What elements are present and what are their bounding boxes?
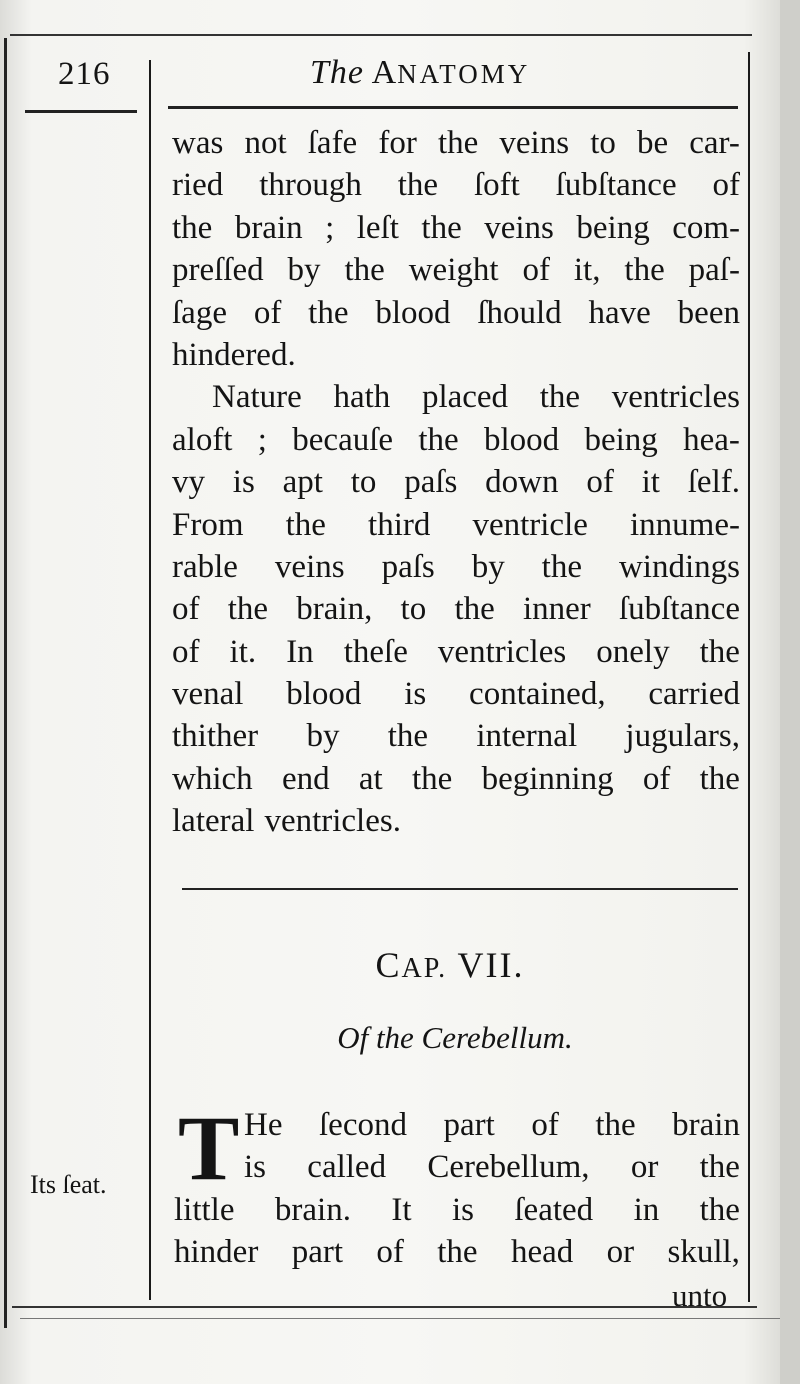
chapter-heading <box>0 944 800 986</box>
word: it <box>641 464 660 501</box>
word: the <box>624 252 665 289</box>
word: the <box>421 209 462 246</box>
word: onely <box>596 633 670 670</box>
text-line <box>172 376 740 418</box>
text-line <box>172 800 740 842</box>
word: windings <box>618 548 740 585</box>
word: preſſed <box>172 252 264 289</box>
word: of <box>522 252 550 289</box>
word: at <box>358 760 383 797</box>
word: ventricles <box>611 379 740 416</box>
margin-note: Its ſeat. <box>30 1170 107 1199</box>
word: internal <box>476 718 578 755</box>
word: ſage <box>172 294 227 331</box>
frame-top-rule <box>10 34 752 36</box>
running-head-rest: NATOMY <box>397 59 531 89</box>
word: inner <box>522 591 591 628</box>
word: the <box>308 294 349 331</box>
word: ried <box>172 167 224 204</box>
header-rule-left <box>25 110 137 113</box>
word: ventricle <box>472 506 588 543</box>
word: to <box>590 125 616 161</box>
word: head <box>510 1234 574 1271</box>
word: skull, <box>667 1234 740 1271</box>
word: lateral <box>172 803 255 840</box>
word: brain. <box>274 1191 351 1228</box>
word: to <box>350 464 377 501</box>
word: of <box>172 633 200 670</box>
chapter-subtitle: Of the Cerebellum. <box>337 1020 573 1055</box>
word: ſubſtance <box>555 167 677 204</box>
word: the <box>418 421 459 458</box>
word: or <box>606 1234 635 1271</box>
text-line <box>172 292 740 334</box>
word: part <box>291 1234 343 1271</box>
frame-left-rule <box>4 38 7 1328</box>
text-line <box>172 631 740 673</box>
word: ſoft <box>473 167 520 204</box>
word: part <box>443 1107 495 1143</box>
word: vy <box>172 464 205 501</box>
word: com- <box>672 209 740 246</box>
text-line <box>172 334 740 376</box>
word: ventricles. <box>264 803 401 840</box>
word: jugulars, <box>625 718 740 755</box>
word: paſs <box>381 548 435 585</box>
word: brain <box>234 209 303 246</box>
word: it, <box>573 252 601 289</box>
word: carried <box>648 676 740 713</box>
text-line <box>172 419 740 461</box>
word: to <box>400 591 427 628</box>
page-edge-shadow <box>780 0 800 1384</box>
word: veins <box>274 548 345 585</box>
text-line <box>174 1104 740 1146</box>
word: beginning <box>481 760 614 797</box>
word: car- <box>689 125 740 161</box>
chapter-body-text <box>174 1097 740 1274</box>
word: ſecond <box>319 1107 407 1143</box>
word: ſhould <box>477 294 562 331</box>
word: aloft <box>172 421 233 458</box>
word: the <box>699 1191 740 1228</box>
catchword: unto <box>672 1278 728 1313</box>
word: In <box>286 633 314 670</box>
text-line <box>172 588 740 630</box>
drop-cap: T <box>178 1097 240 1199</box>
word: hindered. <box>172 336 296 373</box>
text-line <box>172 164 740 206</box>
word: the <box>227 591 269 628</box>
word: ſeated <box>514 1191 594 1228</box>
word: the <box>699 760 740 797</box>
word: ventricles <box>437 633 567 670</box>
running-head-cap: A <box>371 54 398 91</box>
word: is <box>244 1149 267 1186</box>
text-line <box>172 461 740 503</box>
word: being <box>576 209 650 246</box>
word: of <box>586 464 614 501</box>
word: becauſe <box>292 421 394 458</box>
chapter-number: VII. <box>457 945 525 985</box>
word: is <box>232 464 255 501</box>
word: down <box>485 464 559 501</box>
word: blood <box>286 676 362 713</box>
word: for <box>378 125 417 161</box>
word: the <box>541 548 582 585</box>
word: or <box>630 1149 659 1186</box>
running-head-the: The <box>310 54 364 91</box>
word: end <box>281 760 330 797</box>
text-line <box>174 1146 740 1188</box>
word: in <box>633 1191 660 1228</box>
margin-column-rule <box>149 60 151 1300</box>
word: the <box>387 718 429 755</box>
word: of <box>253 294 282 331</box>
word: apt <box>282 464 323 501</box>
word: the <box>172 209 213 246</box>
text-line <box>172 673 740 715</box>
word: the <box>454 591 495 628</box>
word: third <box>368 506 431 543</box>
frame-bottom-rule-2 <box>20 1318 780 1319</box>
word: of <box>172 591 200 628</box>
word: have <box>588 294 651 331</box>
word: placed <box>421 379 509 416</box>
word: theſe <box>343 633 408 670</box>
word: by <box>306 718 340 755</box>
word: is <box>451 1191 474 1228</box>
word: of <box>376 1234 404 1271</box>
word: by <box>287 252 321 289</box>
word: of <box>531 1107 559 1143</box>
word: which <box>172 760 253 797</box>
word: ; <box>257 421 267 458</box>
word: paſs <box>404 464 458 501</box>
word: blood <box>484 421 560 458</box>
word: blood <box>375 294 451 331</box>
word: called <box>307 1149 387 1186</box>
text-column-right-rule <box>748 52 750 1302</box>
word: weight <box>408 252 499 289</box>
word: by <box>471 548 505 585</box>
word: the <box>397 167 439 204</box>
word: contained, <box>469 676 606 713</box>
word: of <box>642 760 671 797</box>
text-line <box>174 1189 740 1231</box>
word: innume- <box>629 506 740 543</box>
word: brain <box>672 1107 740 1143</box>
section-divider <box>182 888 738 890</box>
word: the <box>285 506 326 543</box>
word: the <box>411 760 453 797</box>
running-head <box>310 54 530 92</box>
word: ; <box>325 209 335 246</box>
word: the <box>699 633 740 670</box>
word: be <box>636 125 669 161</box>
word: being <box>584 421 658 458</box>
chapter-abbrev: AP. <box>401 953 448 984</box>
word: it. <box>229 633 257 670</box>
word: Cerebellum, <box>427 1149 590 1186</box>
word: hinder <box>174 1234 259 1271</box>
word: venal <box>172 676 244 713</box>
text-line <box>172 207 740 249</box>
word: through <box>259 167 362 204</box>
word: ſubſtance <box>619 591 740 628</box>
body-text <box>172 122 740 843</box>
word: From <box>172 506 244 543</box>
word: the <box>595 1107 636 1143</box>
text-line <box>172 715 740 757</box>
word: was <box>172 125 224 161</box>
word: the <box>437 1234 478 1271</box>
text-line <box>172 504 740 546</box>
word: hath <box>333 379 391 416</box>
word: little <box>174 1191 235 1228</box>
word: thither <box>172 718 259 755</box>
word: paſ- <box>688 252 740 289</box>
word: Nature <box>212 379 302 416</box>
word: of <box>712 167 740 204</box>
frame-bottom-rule <box>12 1306 757 1308</box>
page-number: 216 <box>58 56 111 92</box>
word: rable <box>172 548 238 585</box>
text-line <box>174 1231 740 1273</box>
text-line <box>172 249 740 291</box>
word: hea- <box>683 421 740 458</box>
word: It <box>391 1191 412 1228</box>
word: leſt <box>356 209 399 246</box>
word: veins <box>484 209 554 246</box>
text-line <box>172 758 740 800</box>
word: the <box>539 379 581 416</box>
chapter-cap: C <box>375 945 402 985</box>
word: ſafe <box>307 125 358 161</box>
text-line <box>172 546 740 588</box>
word: the <box>437 125 479 161</box>
word: not <box>244 125 287 161</box>
word: is <box>404 676 427 713</box>
word: ſelf. <box>687 464 740 501</box>
word: He <box>244 1107 283 1143</box>
header-rule-main <box>168 106 738 109</box>
word: brain, <box>296 591 373 628</box>
word: the <box>699 1149 740 1186</box>
word: veins <box>499 125 570 161</box>
word: the <box>344 252 385 289</box>
text-line <box>172 122 740 164</box>
word: been <box>677 294 740 331</box>
